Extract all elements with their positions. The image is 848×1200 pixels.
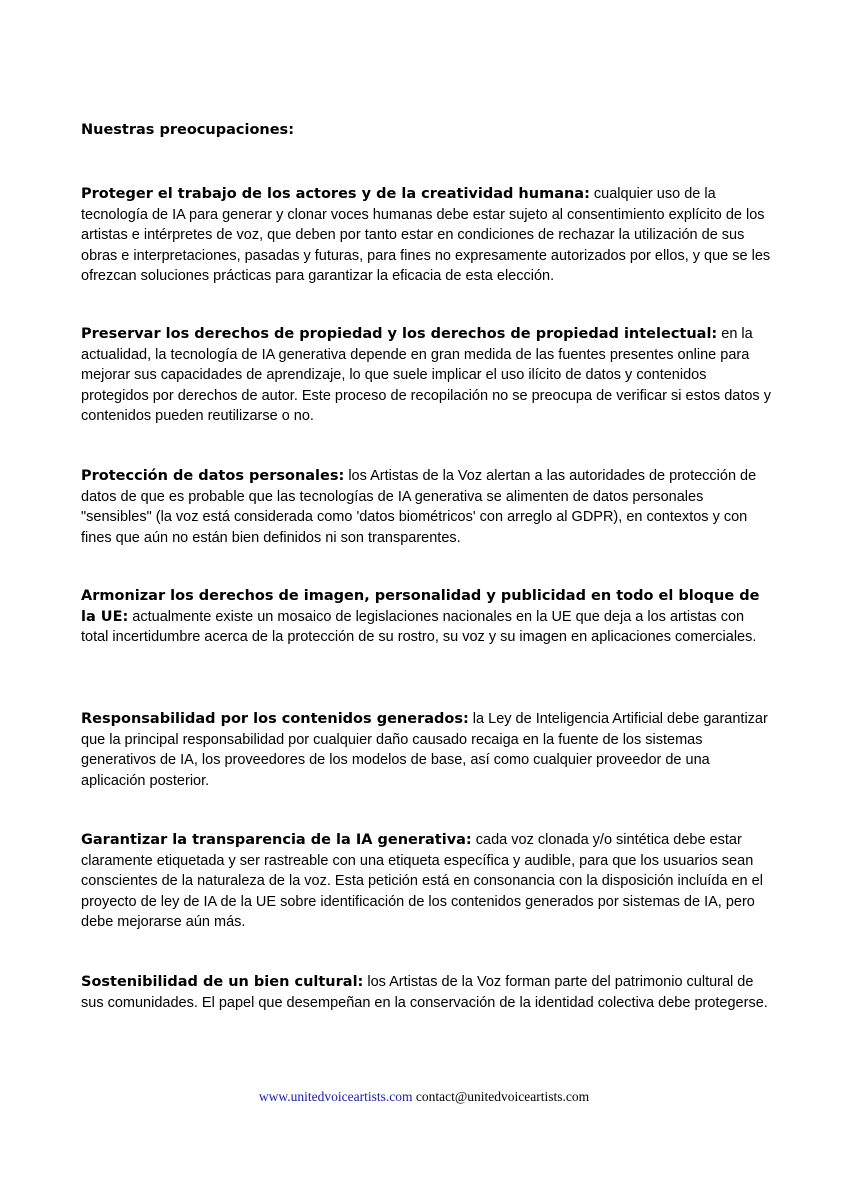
section-title: Sostenibilidad de un bien cultural: xyxy=(81,974,364,990)
section-transparency xyxy=(81,830,771,933)
section-body: la Ley de Inteligencia Artificial debe garantizar que la principal responsabilidad por cualquier daño causado recaiga en la fuente de los sistemas generativos de IA, los proveedores de los modelos de base, así como cualquier proveedor de una aplicación posterior. xyxy=(81,711,768,789)
contact-email[interactable]: contact@unitedvoiceartists.com xyxy=(415,1089,590,1104)
section-title: Proteger el trabajo de los actores y de la creatividad humana: xyxy=(81,186,590,202)
section-body: los Artistas de la Voz alertan a las autoridades de protección de datos de que es probable que las tecnologías de IA generativa se alimenten de datos personales "sensibles" (la voz está considerada como 'datos biométricos' con arreglo al GDPR), en contextos y con fines que aún no están bien definidos ni son transparentes. xyxy=(81,468,757,546)
section-data-protection xyxy=(81,466,771,548)
section-body: cada voz clonada y/o sintética debe estar claramente etiquetada y ser rastreable con una etiqueta específica y audible, para que los usuarios sean conscientes de la naturaleza de la voz. Esta petición está en consonancia con la disposición incluída en el proyecto de ley de IA de la UE sobre identificación de los contenidos generados por sistemas de IA, pero debe mejorarse aún más. xyxy=(81,832,763,931)
section-property-rights xyxy=(81,324,771,427)
section-image-rights xyxy=(81,586,771,648)
section-title: Responsabilidad por los contenidos generados: xyxy=(81,711,469,727)
section-body: los Artistas de la Voz forman parte del patrimonio cultural de sus comunidades. El papel que desempeñan en la conservación de la identidad colectiva debe protegerse. xyxy=(81,974,768,1011)
section-body: cualquier uso de la tecnología de IA para generar y clonar voces humanas debe estar sujeto al consentimiento explícito de los artistas e intérpretes de voz, que deben por tanto estar en condiciones de rechazar la utilización de sus obras e interpretaciones, pasadas y futuras, para fines no expresamente autorizados por ellos, y que se les ofrezcan soluciones prácticas para garantizar la eficacia de esta elección. xyxy=(81,186,771,285)
section-body: actualmente existe un mosaico de legislaciones nacionales en la UE que deja a los artistas con total incertidumbre acerca de la protección de su rostro, su voz y su imagen en aplicaciones comerciales. xyxy=(81,608,757,646)
page-heading: Nuestras preocupaciones: xyxy=(81,122,294,138)
section-title: Protección de datos personales: xyxy=(81,468,345,484)
page-footer xyxy=(0,1089,848,1105)
section-title: Preservar los derechos de propiedad y los derechos de propiedad intelectual: xyxy=(81,326,718,342)
section-protect-work xyxy=(81,184,771,287)
website-link[interactable]: www.unitedvoiceartists.com xyxy=(258,1089,413,1104)
section-title: Armonizar los derechos de imagen, personalidad y publicidad en todo el bloque de la UE: xyxy=(81,588,760,625)
section-liability xyxy=(81,709,771,791)
section-body: en la actualidad, la tecnología de IA generativa depende en gran medida de las fuentes presentes online para mejorar sus capacidades de aprendizaje, lo que suele implicar el uso ilícito de datos y contenidos protegidos por derechos de autor. Este proceso de recopilación no se preocupa de verificar si estos datos y contenidos pueden reutilizarse o no. xyxy=(81,326,771,425)
section-title: Garantizar la transparencia de la IA generativa: xyxy=(81,832,472,848)
section-cultural-sustainability xyxy=(81,972,771,1013)
